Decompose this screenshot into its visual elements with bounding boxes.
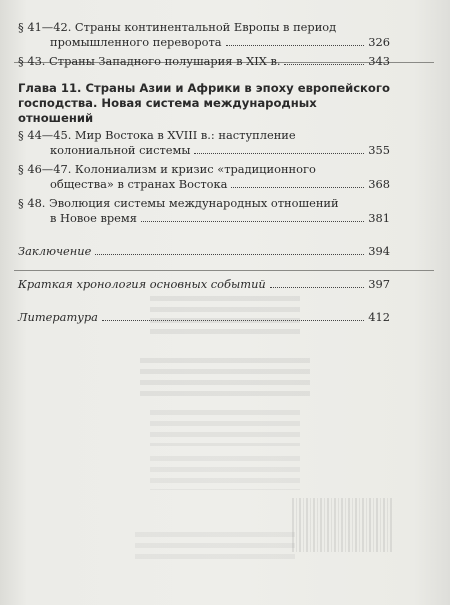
chapter-line-2: господства. Новая система международных отношений <box>18 96 317 125</box>
page-number: 368 <box>368 177 390 191</box>
leader-dots <box>194 153 364 154</box>
bleed-through-block-1 <box>150 296 300 340</box>
toc-entry-48 <box>18 196 390 226</box>
entry-title: Заключение <box>18 244 92 258</box>
entry-title: Литература <box>18 310 98 324</box>
bleed-through-block-5 <box>135 532 295 564</box>
toc-entry-43 <box>18 54 390 69</box>
toc-entry-46-47 <box>18 162 390 192</box>
leader-dots <box>284 64 364 65</box>
entry-title-cont: общества» в странах Востока <box>50 177 228 191</box>
entry-title-cont: промышленного переворота <box>50 35 222 49</box>
bleed-through-barcode <box>292 498 392 552</box>
page-number: 394 <box>368 244 390 258</box>
entry-title: § 44—45. Мир Востока в XVIII в.: наступление <box>18 128 296 142</box>
toc-entry-chronology <box>18 277 390 292</box>
table-of-contents <box>18 20 390 329</box>
leader-dots <box>270 287 365 288</box>
chapter-heading <box>18 81 390 126</box>
toc-entry-41-42 <box>18 20 390 50</box>
entry-title-cont: в Новое время <box>50 211 137 225</box>
page-number: 355 <box>368 143 390 157</box>
bleed-through-block-4 <box>150 456 300 490</box>
toc-entry-conclusion <box>18 244 390 259</box>
bleed-through-block-2 <box>140 358 310 398</box>
entry-title: § 43. Страны Западного полушария в XIX в. <box>18 54 281 68</box>
page-number: 397 <box>368 277 390 291</box>
chapter-line-1: Глава 11. Страны Азии и Африки в эпоху европейского <box>18 81 390 95</box>
leader-dots <box>141 221 364 222</box>
leader-dots <box>95 254 364 255</box>
toc-entry-44-45 <box>18 128 390 158</box>
page-number: 326 <box>368 35 390 49</box>
leader-dots <box>226 45 365 46</box>
entry-title: Краткая хронология основных событий <box>18 277 266 291</box>
entry-title: § 46—47. Колониализм и кризис «традиционного <box>18 162 316 176</box>
page-number: 412 <box>368 310 390 324</box>
entry-title: § 48. Эволюция системы международных отношений <box>18 196 339 210</box>
page-number: 381 <box>368 211 390 225</box>
page-number: 343 <box>368 54 390 68</box>
bleed-through-block-3 <box>150 410 300 446</box>
entry-title: § 41—42. Страны континентальной Европы в период <box>18 20 337 34</box>
leader-dots <box>231 187 364 188</box>
entry-title-cont: колониальной системы <box>50 143 191 157</box>
